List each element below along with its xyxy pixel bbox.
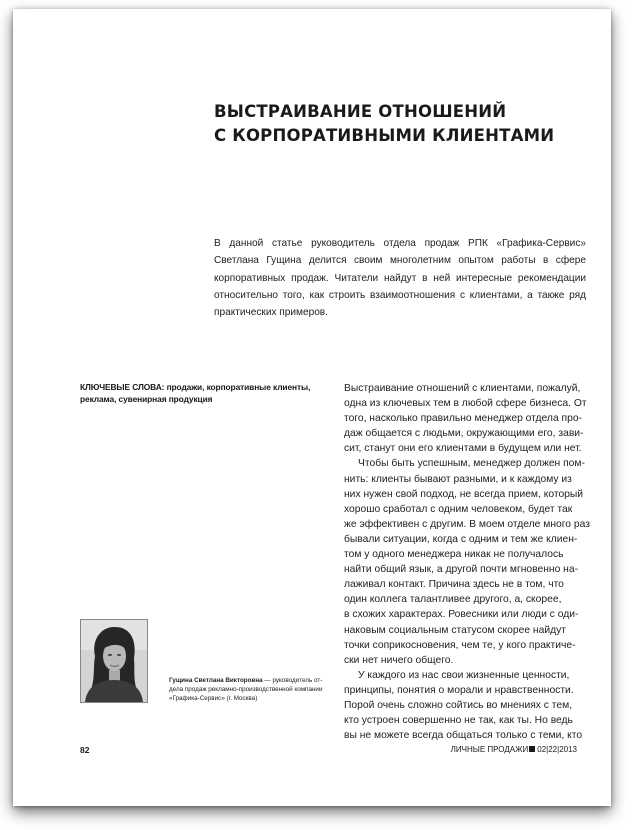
title-line-2: С КОРПОРАТИВНЫМИ КЛИЕНТАМИ: [214, 126, 555, 145]
author-caption-line-2: дела продаж рекламно-производственной компании: [169, 686, 323, 694]
title-line-1: ВЫСТРАИВАНИЕ ОТНОШЕНИЙ: [214, 102, 507, 121]
footer-issue-info: [451, 745, 577, 754]
article-lead: В данной статье руководитель отдела продаж РПК «Графика-Сервис» Светлана Гущина делится своим многолетним опытом работы в сфере корпоративных продаж. Читатели найдут в ней интересные рекомендации относительно того, как строить взаимоотношения с клиентами, а также ряд практических примеров.: [214, 238, 586, 319]
body-line: того, насколько правильно менеджер отдела про-: [344, 413, 582, 425]
body-line: бывали ситуации, когда с одним и тем же клиен-: [344, 533, 578, 545]
body-line: сит, станут они его клиентами в будущем или нет.: [344, 443, 582, 455]
body-line: наковым социальным статусом скорее найдут: [344, 624, 566, 636]
author-name: Гущина Светлана Викторовна: [169, 677, 263, 684]
body-line: нить: клиенты бывают разными, и к каждому из: [344, 473, 572, 485]
body-line: же эффективен с другим. В моем отделе много раз: [344, 518, 590, 530]
body-line: Порой очень сложно сойтись во мнениях с тем,: [344, 699, 573, 711]
body-line: лаживал контакт. Причина здесь не в том, что: [344, 579, 564, 591]
body-line: вы не можете всегда общаться только с теми, кто: [344, 730, 583, 742]
author-caption: [169, 676, 329, 704]
body-line: том у одного менеджера никак не получалось: [344, 549, 564, 561]
body-line: одна из ключевых тем в любой сфере бизнеса. От: [344, 398, 587, 410]
author-caption-line-1: [169, 676, 329, 685]
issue-number: 02|22|2013: [537, 745, 577, 754]
author-portrait-image: [81, 620, 147, 702]
magazine-page: [13, 9, 611, 806]
page-number: 82: [80, 745, 90, 755]
article-body: [344, 381, 589, 743]
author-photo: [80, 619, 148, 703]
body-line: в схожих характерах. Ровесники или люди с оди-: [344, 609, 579, 621]
author-caption-line-3: «Графика-Сервис» (г. Москва): [169, 695, 258, 703]
body-line: ски нет ничего общего.: [344, 654, 454, 666]
body-line: Выстраивание отношений с клиентами, пожалуй,: [344, 383, 581, 394]
body-line: хорошо сработал с одним человеком, будет так: [344, 503, 573, 515]
body-line: принципы, понятия о морали и нравственности.: [344, 684, 574, 696]
body-line: найти общий язык, а другой почти мгновенно на-: [344, 564, 579, 576]
body-line: них нужен свой подход, не всегда прием, который: [344, 488, 584, 500]
body-line: даж общается с людьми, окружающими его, зави-: [344, 428, 584, 440]
article-title: [214, 100, 574, 148]
body-line: один коллега талантливее другого, а, скорее,: [344, 594, 562, 606]
body-line: Чтобы быть успешным, менеджер должен пом-: [358, 458, 585, 470]
author-role-start: — руководитель от-: [262, 677, 323, 684]
magazine-name: ЛИЧНЫЕ ПРОДАЖИ: [450, 745, 529, 754]
separator-square-icon: [529, 746, 535, 752]
body-line: У каждого из нас свои жизненные ценности,: [358, 669, 570, 681]
body-line: кто устроен совершенно не так, как ты. Но ведь: [344, 715, 573, 727]
keywords: КЛЮЧЕВЫЕ СЛОВА: продажи, корпоративные клиенты, реклама, сувенирная продукция: [80, 382, 311, 405]
body-line: точки соприкосновения, чем те, у кого практиче-: [344, 639, 576, 651]
